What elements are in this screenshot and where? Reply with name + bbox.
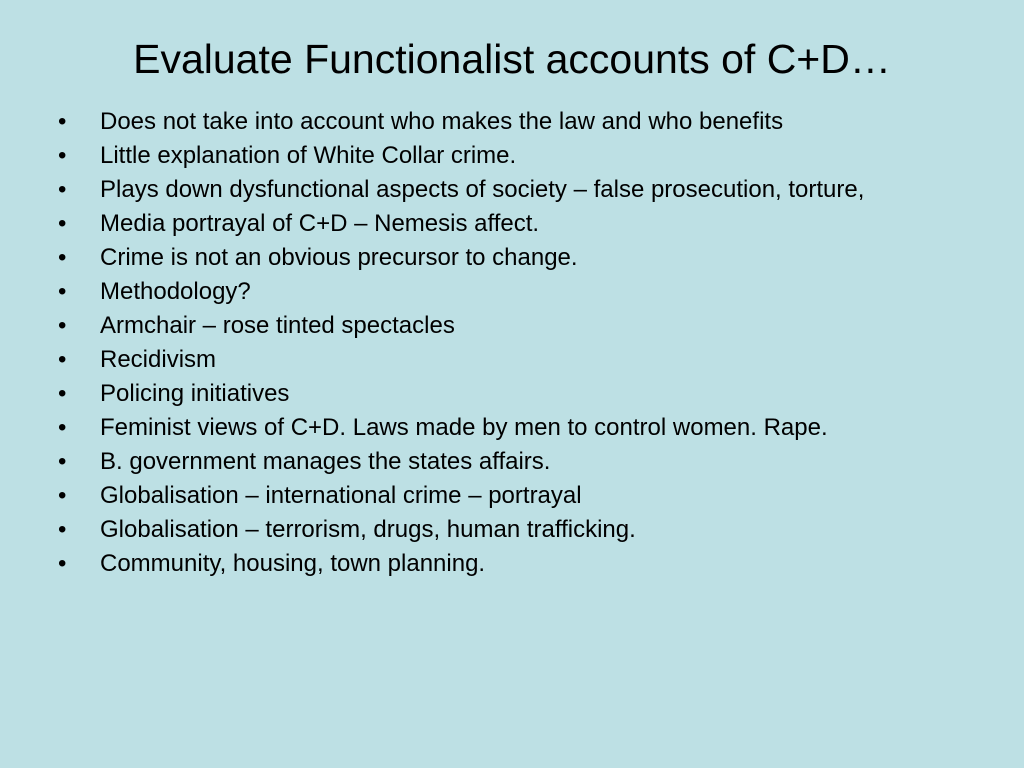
bullet-icon: • <box>58 142 67 169</box>
bullet-text: Methodology? <box>100 278 251 305</box>
bullet-text: Policing initiatives <box>100 380 290 407</box>
bullet-text: Media portrayal of C+D – Nemesis affect. <box>100 210 540 237</box>
bullet-icon: • <box>58 448 67 475</box>
slide-title: Evaluate Functionalist accounts of C+D… <box>133 36 891 82</box>
bullet-item <box>58 518 988 541</box>
bullet-icon: • <box>58 278 67 305</box>
bullet-text: B. government manages the states affairs. <box>100 448 551 475</box>
bullet-icon: • <box>58 176 67 203</box>
bullet-icon: • <box>58 108 67 135</box>
bullet-text: Plays down dysfunctional aspects of society – false prosecution, torture, <box>100 176 865 203</box>
bullet-icon: • <box>58 380 67 407</box>
bullet-icon: • <box>58 516 67 543</box>
bullet-item <box>58 144 988 167</box>
bullet-icon: • <box>58 482 67 509</box>
bullet-item <box>58 416 988 439</box>
bullet-text: Crime is not an obvious precursor to change. <box>100 244 578 271</box>
bullet-text: Globalisation – terrorism, drugs, human trafficking. <box>100 516 636 543</box>
bullet-text: Globalisation – international crime – portrayal <box>100 482 582 509</box>
bullet-item <box>58 246 988 269</box>
bullet-item <box>58 178 988 201</box>
bullet-item <box>58 314 988 337</box>
bullet-icon: • <box>58 312 67 339</box>
bullet-item <box>58 450 988 473</box>
bullet-item <box>58 382 988 405</box>
bullet-item <box>58 212 988 235</box>
bullet-icon: • <box>58 550 67 577</box>
bullet-icon: • <box>58 210 67 237</box>
bullet-text: Armchair – rose tinted spectacles <box>100 312 455 339</box>
bullet-text: Does not take into account who makes the law and who benefits <box>100 108 784 135</box>
bullet-item <box>58 348 988 371</box>
bullet-text: Little explanation of White Collar crime. <box>100 142 517 169</box>
bullet-icon: • <box>58 244 67 271</box>
bullet-item <box>58 110 988 133</box>
bullet-text: Recidivism <box>100 346 217 373</box>
bullet-text: Community, housing, town planning. <box>100 550 486 577</box>
bullet-list <box>58 110 988 586</box>
bullet-item <box>58 484 988 507</box>
bullet-icon: • <box>58 414 67 441</box>
bullet-text: Feminist views of C+D. Laws made by men to control women. Rape. <box>100 414 828 441</box>
bullet-item <box>58 552 988 575</box>
bullet-icon: • <box>58 346 67 373</box>
bullet-item <box>58 280 988 303</box>
